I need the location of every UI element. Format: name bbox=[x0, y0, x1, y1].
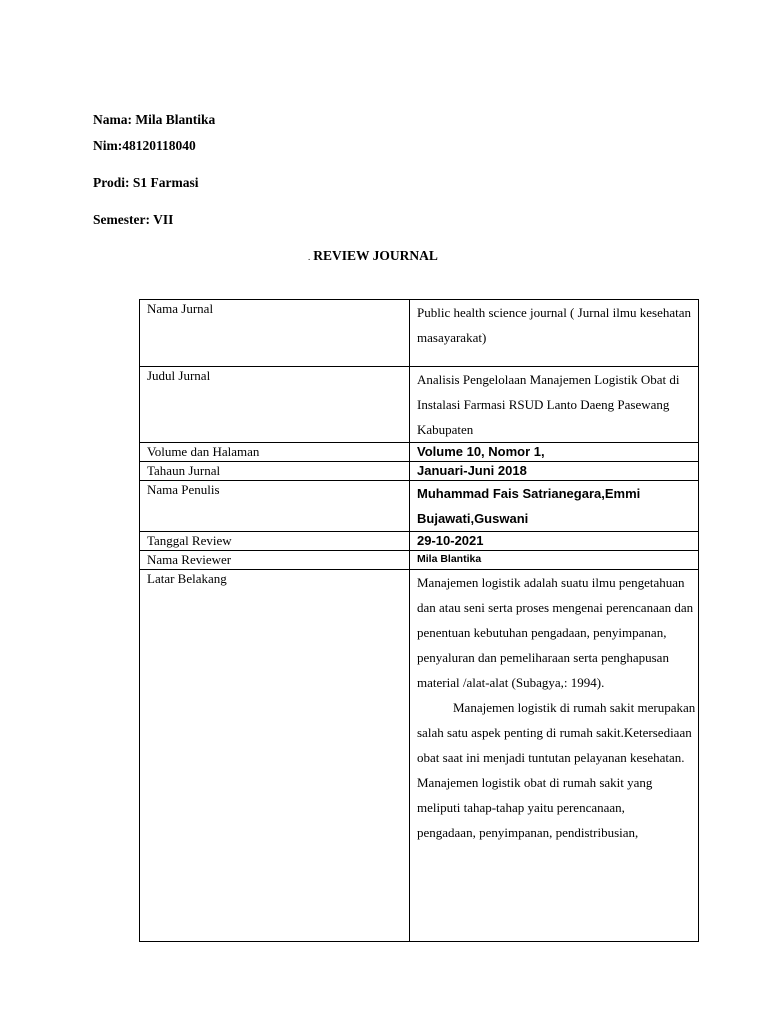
row-value-latar-belakang bbox=[410, 570, 699, 942]
row-label: Tanggal Review bbox=[140, 532, 410, 551]
title-text: REVIEW JOURNAL bbox=[313, 248, 438, 263]
row-label: Judul Jurnal bbox=[140, 367, 410, 443]
row-label: Latar Belakang bbox=[140, 570, 410, 942]
student-semester: Semester: VII bbox=[93, 212, 174, 227]
row-label: Nama Jurnal bbox=[140, 300, 410, 367]
table-row bbox=[140, 462, 699, 481]
table-row bbox=[140, 570, 699, 942]
student-nim: Nim:48120118040 bbox=[93, 138, 196, 153]
row-label: Nama Reviewer bbox=[140, 551, 410, 570]
table-row bbox=[140, 551, 699, 570]
row-label: Nama Penulis bbox=[140, 481, 410, 532]
document-title bbox=[308, 248, 438, 264]
student-name: Nama: Mila Blantika bbox=[93, 112, 216, 127]
row-value: Analisis Pengelolaan Manajemen Logistik Obat di Instalasi Farmasi RSUD Lanto Daeng Pasewang Kabupaten bbox=[410, 367, 699, 443]
review-table bbox=[139, 299, 699, 942]
table-row bbox=[140, 481, 699, 532]
title-prefix: . bbox=[308, 252, 311, 262]
paragraph: Manajemen logistik di rumah sakit merupakan salah satu aspek penting di rumah sakit.Ketersediaan obat saat ini menjadi tuntutan pelayanan kesehatan. Manajemen logistik obat di rumah sakit yang meliputi tahap-tahap yaitu perencanaan, bbox=[417, 700, 696, 815]
row-value: Public health science journal ( Jurnal ilmu kesehatan masayarakat) bbox=[410, 300, 699, 367]
row-value: Muhammad Fais Satrianegara,Emmi Bujawati,Guswani bbox=[410, 481, 699, 532]
row-label: Volume dan Halaman bbox=[140, 443, 410, 462]
row-value: 29-10-2021 bbox=[410, 532, 699, 551]
row-value: Mila Blantika bbox=[410, 551, 699, 570]
paragraph: pengadaan, penyimpanan, pendistribusian, bbox=[417, 825, 639, 840]
table-row bbox=[140, 443, 699, 462]
table-row bbox=[140, 300, 699, 367]
row-label: Tahaun Jurnal bbox=[140, 462, 410, 481]
paragraph: Manajemen logistik adalah suatu ilmu pengetahuan dan atau seni serta proses mengenai perencanaan dan penentuan kebutuhan pengadaan, penyimpanan, penyaluran dan pemeliharaan serta penghapusan material /alat-alat (Subagya,: 1994). bbox=[417, 575, 694, 690]
student-prodi: Prodi: S1 Farmasi bbox=[93, 175, 199, 190]
row-value: Volume 10, Nomor 1, bbox=[410, 443, 699, 462]
row-value: Januari-Juni 2018 bbox=[410, 462, 699, 481]
table-row bbox=[140, 532, 699, 551]
table-row bbox=[140, 367, 699, 443]
